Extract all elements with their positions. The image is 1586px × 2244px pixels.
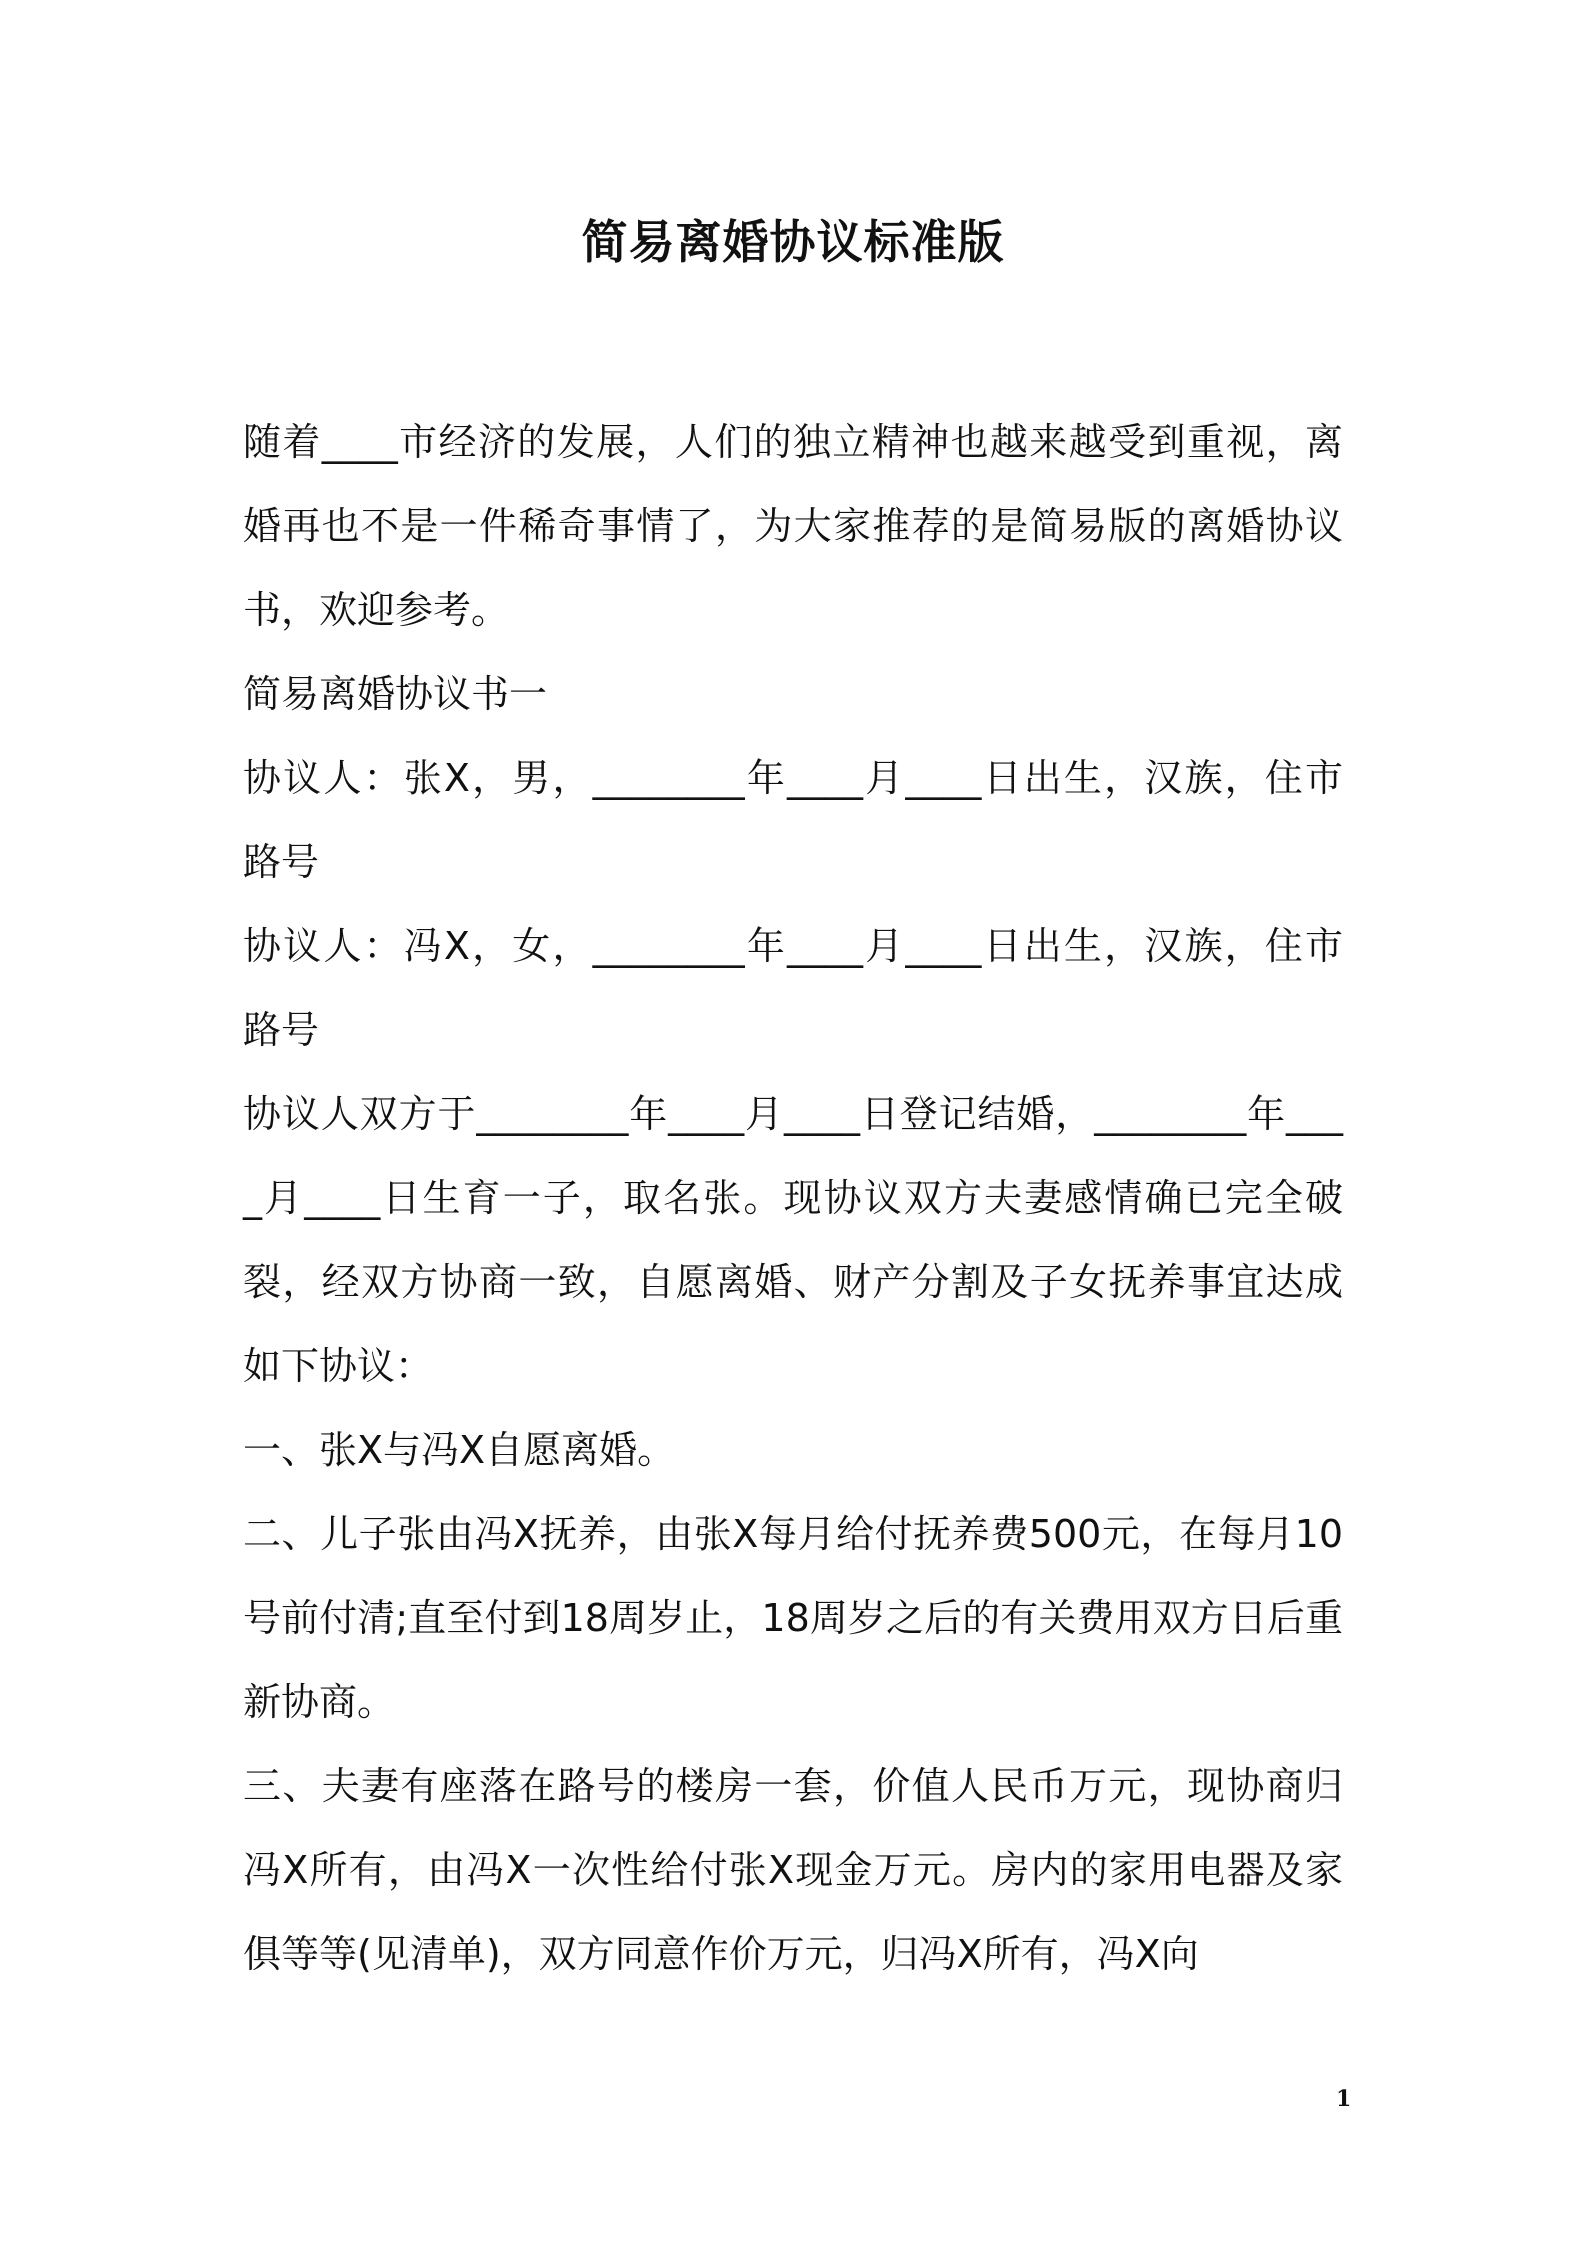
intro-paragraph: 随着____市经济的发展，人们的独立精神也越来越受到重视，离婚再也不是一件稀奇事情了，为大家推荐的是简易版的离婚协议书，欢迎参考。 — [243, 420, 1343, 632]
clause-two: 二、儿子张由冯X抚养，由张X每月给付抚养费500元，在每月10号前付清;直至付到18周岁止，18周岁之后的有关费用双方日后重新协商。 — [243, 1512, 1343, 1724]
document-body — [243, 400, 1343, 1996]
party-one-paragraph: 协议人：张X，男，________年____月____日出生，汉族，住市 路号 — [243, 756, 1343, 884]
marriage-paragraph: 协议人双方于________年____月____日登记结婚，________年____月____日生育一子，取名张。现协议双方夫妻感情确已完全破裂，经双方协商一致，自愿离婚、财产分割及子女抚养事宜达成如下协议： — [243, 1092, 1343, 1388]
section-heading: 简易离婚协议书一 — [243, 672, 548, 716]
clause-one: 一、张X与冯X自愿离婚。 — [243, 1428, 676, 1472]
party-two-paragraph: 协议人：冯X，女，________年____月____日出生，汉族，住市 路号 — [243, 924, 1343, 1052]
clause-three: 三、夫妻有座落在路号的楼房一套，价值人民币万元，现协商归冯X所有，由冯X一次性给付张X现金万元。房内的家用电器及家俱等等(见清单)，双方同意作价万元，归冯X所有，冯X向 — [243, 1764, 1343, 1976]
document-title: 简易离婚协议标准版 — [581, 215, 1005, 269]
page-number: 1 — [1336, 2086, 1352, 2112]
